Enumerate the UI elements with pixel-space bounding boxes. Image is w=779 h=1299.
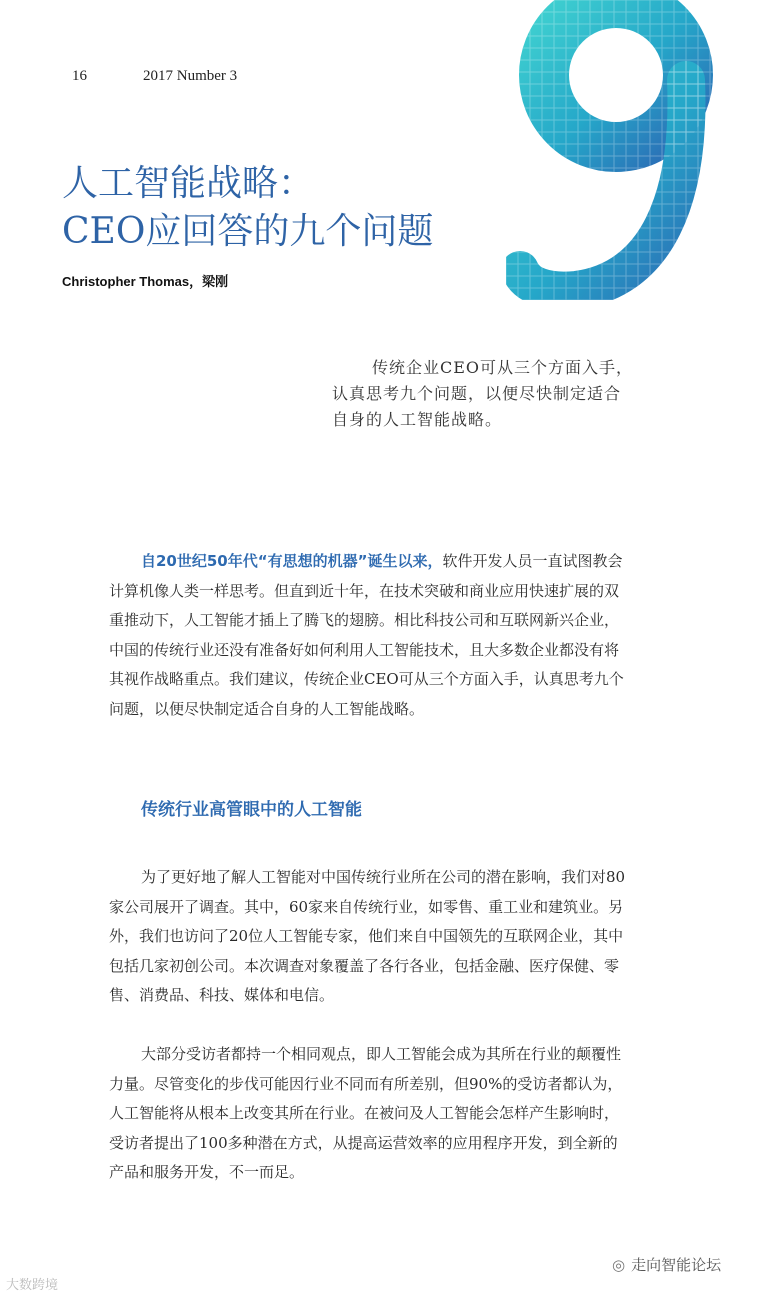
- wechat-icon: ◎: [612, 1256, 626, 1274]
- intro-paragraph: [109, 547, 683, 725]
- body-line: 力量。尽管变化的步伐可能因行业不同而有所差别，但90%的受访者都认为，: [109, 1074, 623, 1093]
- body-line: 为了更好地了解人工智能对中国传统行业所在公司的潜在影响，我们对80: [141, 868, 626, 886]
- body-line: 产品和服务开发，不一而足。: [109, 1163, 305, 1182]
- body-line: 问题，以便尽快制定适合自身的人工智能战略。: [109, 699, 425, 718]
- body-line: 其视作战略重点。我们建议，传统企业CEO可从三个方面入手，认真思考九个: [109, 670, 624, 689]
- title-line-2: CEO应回答的九个问题: [62, 211, 434, 252]
- pull-quote: [332, 355, 692, 433]
- body-line: 重推动下，人工智能才插上了腾飞的翅膀。相比科技公司和互联网新兴企业，: [109, 611, 620, 630]
- article-title: [62, 160, 433, 256]
- body-line: 包括几家初创公司。本次调查对象覆盖了各行各业，包括金融、医疗保健、零: [109, 956, 620, 975]
- intro-lead: 自20世纪50年代“有思想的机器”诞生以来，: [141, 552, 443, 570]
- body-line: 中国的传统行业还没有准备好如何利用人工智能技术，且大多数企业都没有将: [109, 640, 620, 659]
- body-line: 售、消费品、科技、媒体和电信。: [109, 986, 335, 1005]
- decorative-nine-graphic: [506, 0, 716, 300]
- body-line: 大部分受访者都持一个相同观点，即人工智能会成为其所在行业的颠覆性: [141, 1045, 622, 1063]
- intro-line-1: 软件开发人员一直试图教会: [442, 552, 623, 570]
- page-number: 16: [72, 68, 87, 84]
- survey-paragraph: [109, 863, 683, 1011]
- issue-label: 2017 Number 3: [143, 68, 238, 84]
- body-line: 计算机像人类一样思考。但直到近十年，在技术突破和商业应用快速扩展的双: [109, 581, 620, 600]
- watermark: 大数跨境: [6, 1278, 59, 1293]
- body-line: 受访者提出了100多种潜在方式，从提高运营效率的应用程序开发，到全新的: [109, 1133, 618, 1152]
- body-line: 人工智能将从根本上改变其所在行业。在被问及人工智能会怎样产生影响时，: [109, 1104, 620, 1123]
- pull-quote-line: 自身的人工智能战略。: [332, 410, 503, 429]
- body-line: 外，我们也访问了20位人工智能专家，他们来自中国领先的互联网企业，其中: [109, 927, 624, 946]
- footer-logo-text: 走向智能论坛: [631, 1256, 722, 1274]
- title-line-1: 人工智能战略：: [62, 163, 315, 204]
- pull-quote-line: 传统企业CEO可从三个方面入手，: [372, 358, 634, 377]
- pull-quote-line: 认真思考九个问题，以便尽快制定适合: [332, 384, 622, 403]
- body-line: 家公司展开了调查。其中，60家来自传统行业，如零售、重工业和建筑业。另: [109, 897, 624, 916]
- footer-logo: [612, 1254, 721, 1275]
- section-heading: 传统行业高管眼中的人工智能: [141, 800, 362, 820]
- body-line: [109, 547, 683, 577]
- findings-paragraph: [109, 1040, 683, 1188]
- article-authors: Christopher Thomas，梁刚: [62, 274, 229, 289]
